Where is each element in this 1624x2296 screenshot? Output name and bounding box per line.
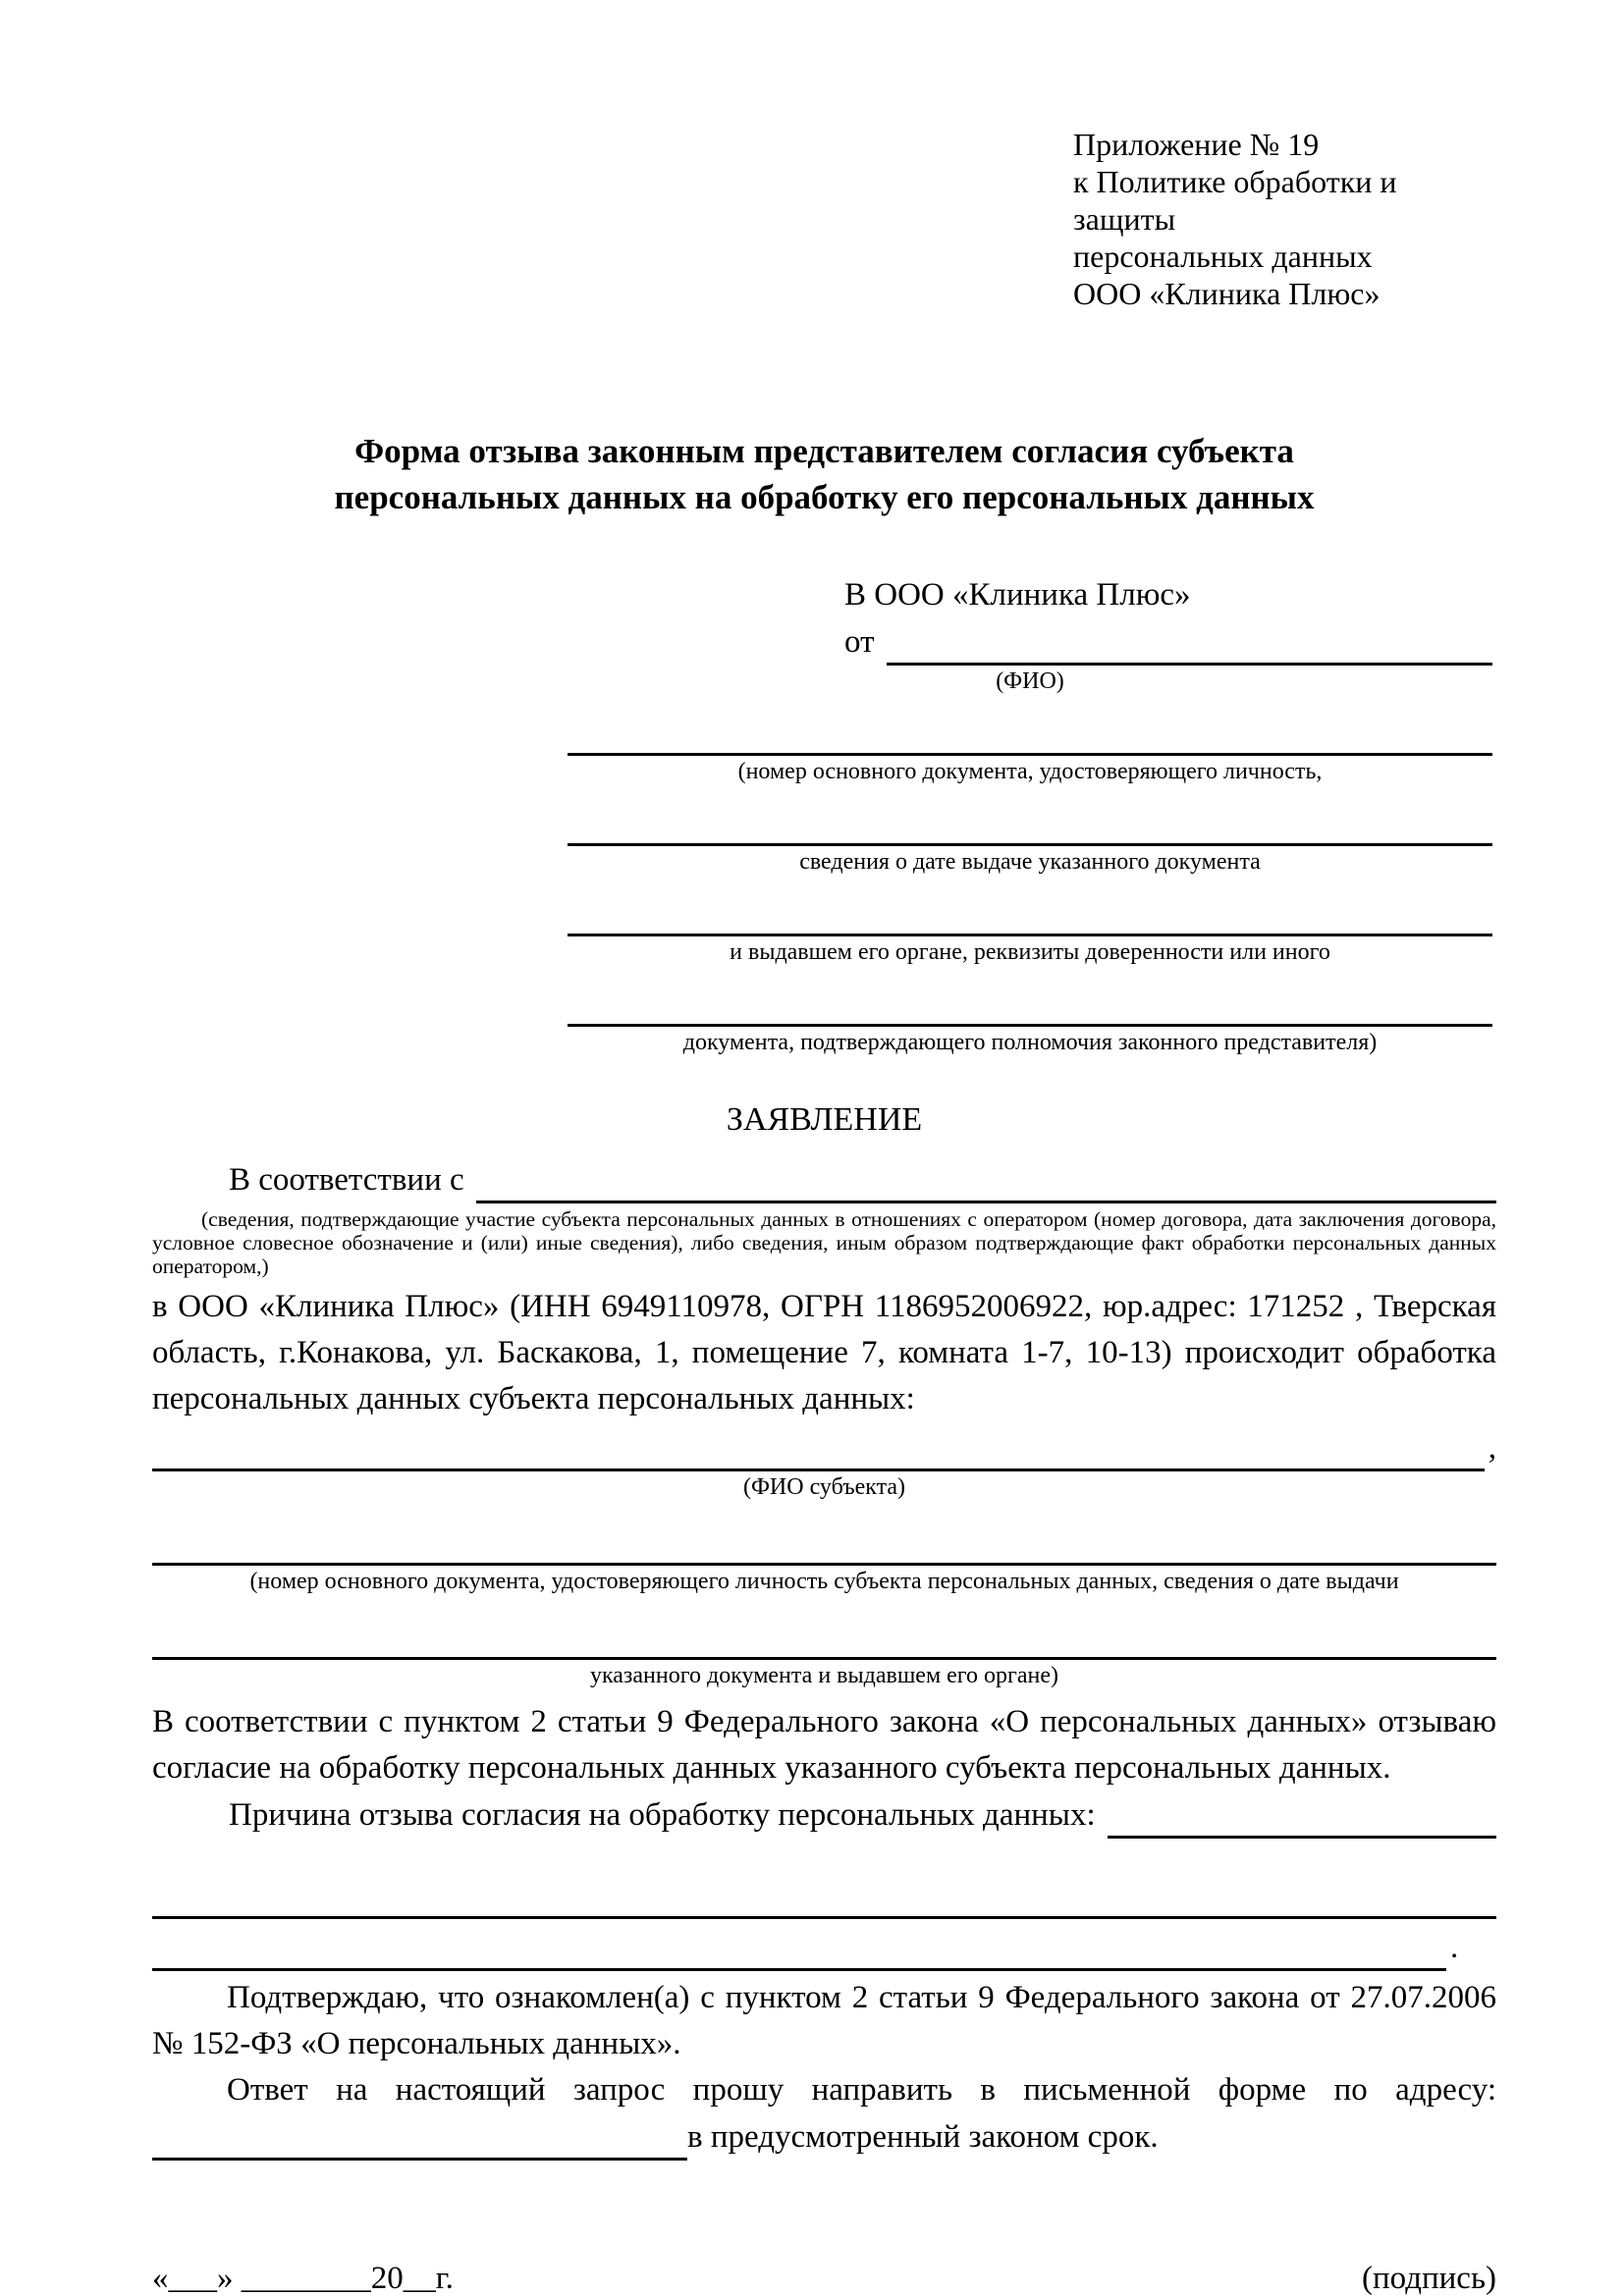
issuing-authority-caption: и выдавшем его органе, реквизиты доверенности или иного [730,939,1330,965]
from-label: от [844,624,875,660]
document-number-caption: (номер основного документа, удостоверяющего личность, [737,759,1323,784]
reply-address-line [152,2113,1496,2161]
confirmation-paragraph: Подтверждаю, что ознакомлен(а) с пунктом 2 статьи 9 Федерального закона от 27.07.2006 № 152-ФЗ «О персональных данных». [152,1980,1496,2061]
appendix-line: к Политике обработки и защиты [1073,164,1397,237]
addressee-organization: В ООО «Клиника Плюс» [844,577,1191,613]
reply-request-paragraph: Ответ на настоящий запрос прошу направить в письменной форме по адресу: [227,2072,1496,2108]
addressee-from-line [568,618,1492,666]
subject-line-comma: , [1488,1430,1496,1466]
reply-address-blank [152,2158,687,2161]
reason-continuation-blank-line-1 [152,1884,1496,1919]
document-title: Форма отзыва законным представителем согласия субъекта персональных данных на обработку его персональных данных [334,432,1315,516]
representative-authority-caption: документа, подтверждающего полномочия законного представителя) [682,1030,1378,1055]
signature-group [951,2255,1496,2296]
basis-blank-line [476,1201,1496,1203]
subject-document-authority-blank-line [152,1625,1496,1660]
blank-line-period: . [1450,1930,1459,1965]
addressee-block [568,571,1492,1056]
intro-label: В соответствии с [229,1162,464,1198]
operator-paragraph: в ООО «Клиника Плюс» (ИНН 6949110978, ОГРН 1186952006922, юр.адрес: 171252 , Тверская область, г.Конакова, ул. Баскакова, 1, помещение 7, комната 1-7, 10-13) происходит обработка персональных данных субъекта персональных данных: [152,1289,1496,1416]
subject-fio-caption: (ФИО субъекта) [742,1474,906,1500]
appendix-reference-block [1073,126,1496,312]
statement-heading: ЗАЯВЛЕНИЕ [726,1101,923,1138]
reason-continuation-blank [152,1968,1446,1971]
document-number-blank-line [568,721,1492,756]
footer-row [152,2255,1496,2296]
signature-caption: (подпись) [1362,2261,1496,2296]
reason-label: Причина отзыва согласия на обработку персональных данных: [229,1797,1096,1833]
issuing-authority-blank-line [568,901,1492,936]
statement-intro-line [152,1156,1496,1203]
reason-line [152,1791,1496,1839]
issue-date-blank-line [568,811,1492,846]
reason-continuation-blank-line-2 [152,1924,1496,1971]
subject-document-authority-caption: указанного документа и выдавшем его органе) [589,1663,1059,1688]
subject-fio-blank [152,1468,1485,1471]
appendix-line: персональных данных [1073,239,1373,274]
appendix-line: ООО «Клиника Плюс» [1073,276,1380,311]
date-blank-line: «___» ________20__г. [152,2261,454,2296]
reason-blank-line [1108,1836,1496,1839]
appendix-line: Приложение № 19 [1073,127,1320,162]
subject-fio-blank-line [152,1424,1496,1471]
subject-document-caption: (номер основного документа, удостоверяющего личность субъекта персональных данных, сведения о дате выдачи [249,1569,1399,1594]
issue-date-caption: сведения о дате выдаче указанного документа [799,849,1261,875]
fio-blank-line [887,663,1493,666]
representative-authority-blank-line [568,991,1492,1027]
reply-suffix: в предусмотренный законом срок. [687,2119,1159,2155]
subject-document-blank-line [152,1530,1496,1566]
withdrawal-paragraph: В соответствии с пунктом 2 статьи 9 Федерального закона «О персональных данных» отзываю согласие на обработку персональных данных указанного субъекта персональных данных. [152,1704,1496,1786]
basis-explanation-note: (сведения, подтверждающие участие субъекта персональных данных в отношениях с оператором (номер договора, дата заключения договора, условное словесное обозначение и (или) иные сведения), либо сведения, иным образом подтверждающие факт обработки персональных данных оператором,) [152,1207,1496,1278]
fio-caption: (ФИО) [996,668,1064,694]
